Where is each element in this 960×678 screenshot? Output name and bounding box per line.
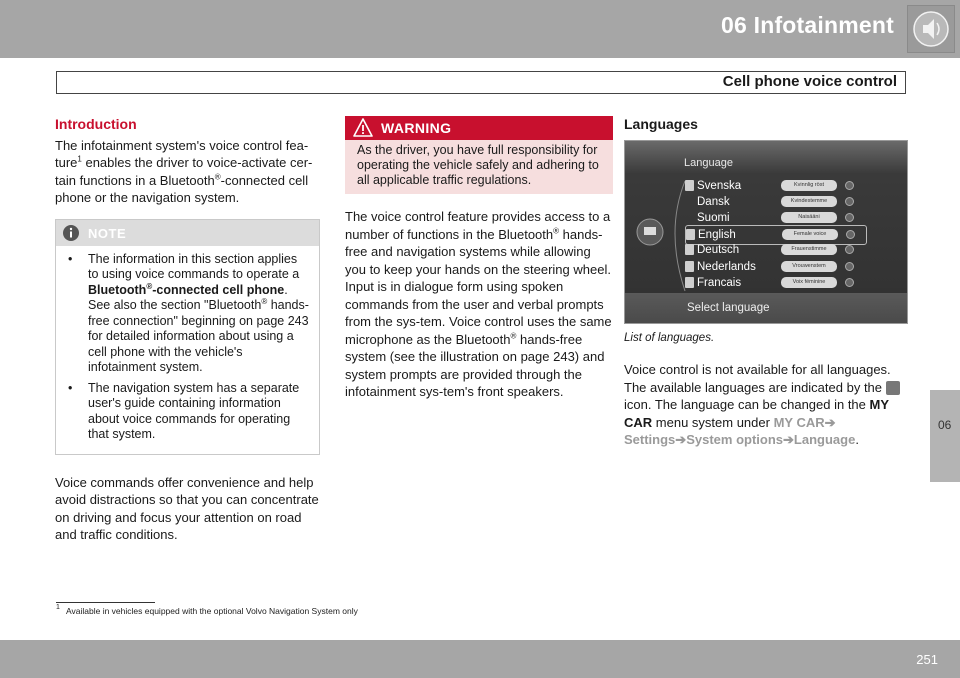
note-item1-text-b: . See also the section "Bluetooth bbox=[88, 282, 288, 312]
side-tab-label: 06 bbox=[938, 418, 952, 432]
registered-mark: ® bbox=[553, 226, 560, 236]
chapter-header-bar bbox=[0, 0, 960, 58]
introduction-heading: Introduction bbox=[55, 116, 137, 132]
languages-heading: Languages bbox=[624, 116, 698, 132]
voice-label: Vrouwenstem bbox=[781, 261, 837, 272]
lang-text-c: menu system under bbox=[652, 414, 774, 430]
note-label: NOTE bbox=[88, 225, 127, 241]
image-caption: List of languages. bbox=[624, 331, 715, 344]
arrow-icon: ➔ bbox=[675, 432, 687, 447]
convenience-paragraph: Voice commands offer convenience and help avoid distractions so that you can concentrate on driving and focus your attention on road and traffic conditions. bbox=[55, 474, 319, 542]
note-box bbox=[55, 219, 320, 455]
note-item1-text-a: The information in this section applies to using voice commands to operate a bbox=[88, 251, 300, 281]
voice-label: Female voice bbox=[782, 229, 838, 240]
page-footer-bar bbox=[0, 640, 960, 678]
screen-header: Language bbox=[684, 156, 733, 169]
voice-label: Frauenstimme bbox=[781, 244, 837, 255]
page-number: 251 bbox=[916, 652, 938, 667]
voice-control-paragraph bbox=[345, 208, 613, 401]
language-name: Nederlands bbox=[697, 260, 756, 273]
language-screen-image bbox=[624, 140, 908, 324]
footnote-number: 1 bbox=[56, 604, 60, 611]
radio-icon bbox=[845, 278, 854, 287]
radio-icon bbox=[845, 181, 854, 190]
lang-text-b: icon. The language can be changed in the bbox=[624, 397, 866, 412]
select-language-label: Select language bbox=[687, 301, 770, 314]
bullet-icon: • bbox=[68, 380, 73, 395]
registered-mark: ® bbox=[261, 296, 268, 306]
column-warning bbox=[345, 116, 613, 413]
mycar-label: MY CAR bbox=[624, 397, 889, 430]
section-title: Cell phone voice control bbox=[722, 73, 897, 90]
language-row bbox=[685, 274, 865, 292]
note-bold-b: -connected cell phone bbox=[152, 282, 285, 297]
registered-mark: ® bbox=[146, 281, 153, 291]
registered-mark: ® bbox=[510, 331, 517, 341]
radio-icon bbox=[845, 197, 854, 206]
vc-text-c: hands-free system (see the illustration on page 243) and system prompts are provided through the infotainment sys-tem's front speakers. bbox=[345, 331, 605, 399]
footnote bbox=[56, 606, 358, 616]
speaker-icon bbox=[907, 5, 955, 53]
bullet-icon: • bbox=[68, 251, 73, 266]
note-bold-a: Bluetooth bbox=[88, 282, 147, 297]
note-item bbox=[64, 252, 311, 376]
note-bold-term bbox=[88, 283, 284, 297]
menu-path-mycar: MY CAR bbox=[773, 414, 825, 430]
language-name: Francais bbox=[697, 276, 742, 289]
radio-icon bbox=[846, 230, 855, 239]
footnote-ref: 1 bbox=[77, 154, 82, 164]
phone-icon bbox=[685, 261, 694, 272]
language-name: Suomi bbox=[697, 211, 730, 224]
intro-paragraph bbox=[55, 137, 320, 207]
note-header bbox=[56, 220, 319, 246]
language-name: Svenska bbox=[697, 179, 742, 192]
menu-path-settings: Settings bbox=[624, 432, 676, 447]
vc-text-a: The voice control feature provides access to a number of functions in the Bluetooth bbox=[345, 209, 611, 242]
warning-header bbox=[345, 116, 613, 140]
chapter-side-tab bbox=[930, 390, 960, 482]
language-name: Deutsch bbox=[697, 244, 740, 257]
section-title-bar bbox=[56, 71, 906, 94]
chapter-title: 06 Infotainment bbox=[721, 12, 894, 38]
radio-icon bbox=[845, 262, 854, 271]
voice-label: Kvindestemme bbox=[781, 196, 837, 207]
registered-mark: ® bbox=[214, 172, 221, 182]
note-item bbox=[64, 381, 311, 443]
language-name: Dansk bbox=[697, 195, 730, 208]
language-name: English bbox=[698, 229, 736, 242]
voice-label: Voix féminine bbox=[781, 277, 837, 288]
screen-footer bbox=[625, 293, 907, 323]
footnote-divider bbox=[56, 602, 155, 603]
vc-text-b: hands-free and navigation systems while allowing you to keep your hands on the steering wheel. Input is in dialogue form using spoken commands from the user and verbal prompts from the sys-tem. Voice control uses the same microphone as the Bluetooth bbox=[345, 226, 612, 347]
radio-icon bbox=[845, 245, 854, 254]
phone-icon bbox=[685, 277, 694, 288]
period: . bbox=[855, 432, 859, 447]
note-item2-text: The navigation system has a separate user's guide containing information about voice commands for operating that system. bbox=[88, 380, 300, 441]
intro-text-2: enables the driver to voice-activate cer-tain functions in a Bluetooth bbox=[55, 155, 313, 188]
info-icon bbox=[62, 224, 80, 242]
column-introduction bbox=[55, 116, 320, 556]
lang-text-a: Voice control is not available for all languages. The available languages are indicated by the bbox=[624, 362, 891, 395]
note-body bbox=[56, 246, 319, 454]
arrow-icon: ➔ bbox=[783, 432, 794, 447]
note-item1-text-c: hands-free connection" beginning on page 243 for detailed information about using a cell phone with the vehicle's infotainment system. bbox=[88, 298, 309, 374]
intro-text-3: -connected cell phone or the navigation system. bbox=[55, 172, 309, 205]
menu-path-system-options: System options bbox=[686, 432, 783, 447]
column-languages bbox=[624, 116, 908, 461]
phone-icon bbox=[686, 229, 695, 240]
radio-icon bbox=[845, 213, 854, 222]
phone-icon bbox=[886, 381, 900, 395]
voice-label: Kvinnlig röst bbox=[781, 180, 837, 191]
warning-text: As the driver, you have full responsibility for operating the vehicle safely and adhering to all applicable traffic regulations. bbox=[345, 140, 613, 194]
warning-triangle-icon bbox=[353, 118, 373, 137]
languages-paragraph bbox=[624, 361, 908, 449]
phone-icon bbox=[685, 180, 694, 191]
warning-label: WARNING bbox=[381, 120, 452, 136]
phone-icon bbox=[685, 244, 694, 255]
intro-text-1: The infotainment system's voice control fea-ture bbox=[55, 137, 309, 170]
menu-path-language: Language bbox=[793, 432, 856, 447]
footnote-text: Available in vehicles equipped with the optional Volvo Navigation System only bbox=[66, 606, 358, 616]
arrow-icon: ➔ bbox=[824, 414, 836, 430]
voice-label: Naisääni bbox=[781, 212, 837, 223]
